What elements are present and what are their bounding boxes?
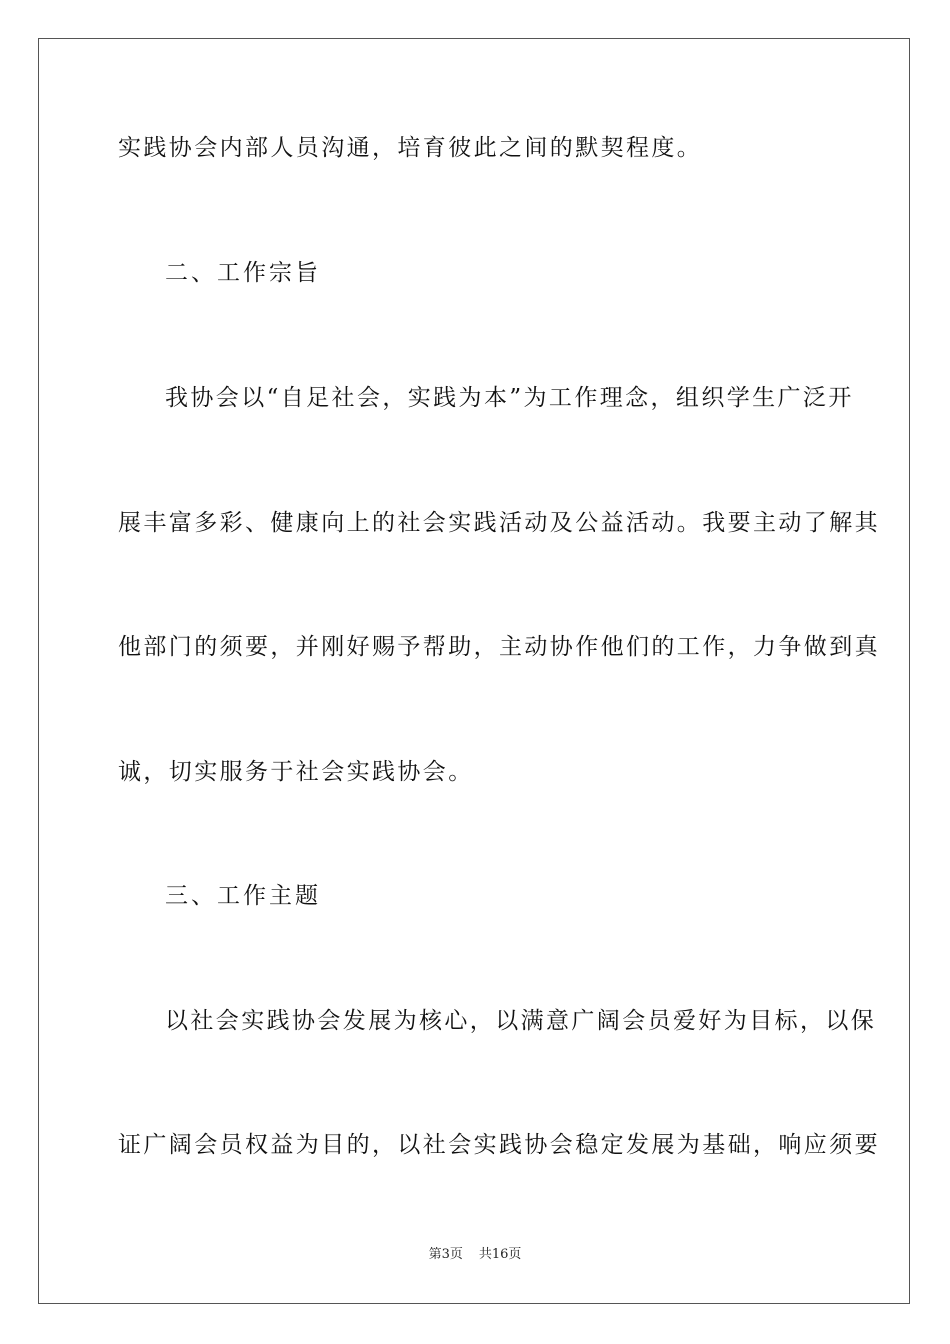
paragraph-line-3: 展丰富多彩、健康向上的社会实践活动及公益活动。我要主动了解其: [118, 510, 880, 536]
paragraph-line-1: 实践协会内部人员沟通，培育彼此之间的默契程度。: [118, 135, 703, 161]
page-number: 第3页: [428, 1247, 463, 1262]
page-total: 共16页: [478, 1247, 522, 1262]
paragraph-line-4: 他部门的须要，并刚好赐予帮助，主动协作他们的工作，力争做到真: [118, 634, 880, 660]
section-heading-work-purpose: 二、工作宗旨: [165, 260, 321, 286]
paragraph-line-6: 以社会实践协会发展为核心，以满意广阔会员爱好为目标，以保: [165, 1008, 877, 1034]
paragraph-line-5: 诚，切实服务于社会实践协会。: [118, 759, 474, 785]
page-border: [38, 38, 910, 1304]
section-heading-work-theme: 三、工作主题: [165, 883, 321, 909]
paragraph-line-7: 证广阔会员权益为目的，以社会实践协会稳定发展为基础，响应须要: [118, 1132, 880, 1158]
paragraph-line-2: 我协会以“自足社会，实践为本”为工作理念，组织学生广泛开: [165, 385, 854, 411]
page-footer: [0, 1246, 950, 1264]
